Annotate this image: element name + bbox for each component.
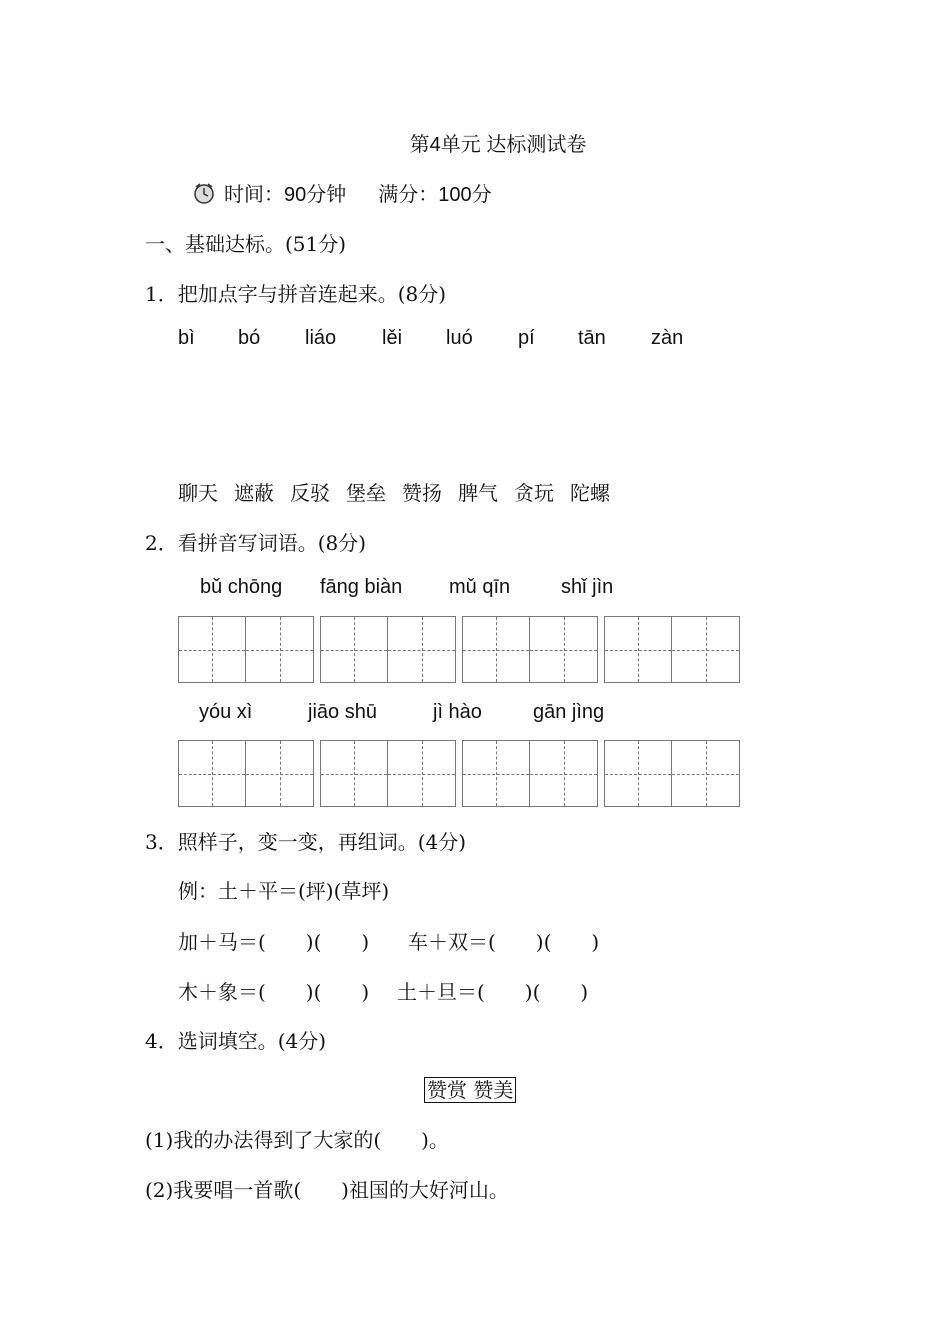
q2-prompt: 2．看拼音写词语。(8分)	[145, 531, 367, 555]
writing-box[interactable]	[178, 616, 314, 683]
q1-pinyin-6: tān	[578, 327, 606, 349]
q2-grid-row-2	[178, 740, 740, 807]
q1-prompt: 1．把加点字与拼音连起来。(8分)	[145, 282, 447, 306]
clock-icon	[192, 182, 216, 204]
q2-grid-row-1	[178, 616, 740, 683]
q1-pinyin-4: luó	[446, 327, 473, 349]
q1-pinyin-2: liáo	[305, 327, 337, 349]
q3-line-1a[interactable]: 加＋马＝( )( )	[178, 930, 370, 954]
q1-word-6: 贪玩	[514, 481, 554, 505]
q1-pinyin-0: bì	[178, 327, 195, 349]
q1-word-2: 反驳	[290, 481, 330, 505]
q2-pinyin-2: fāng biàn	[320, 576, 403, 598]
writing-box[interactable]	[320, 616, 456, 683]
section1-heading: 一、基础达标。(51分)	[145, 232, 347, 256]
q1-word-3: 堡垒	[346, 481, 386, 505]
q3-line-2a[interactable]: 木＋象＝( )( )	[178, 980, 370, 1004]
q3-example: 例：土＋平＝(坪)(草坪)	[178, 879, 390, 903]
q1-pinyin-7: zàn	[651, 327, 684, 349]
q1-pinyin-5: pí	[518, 327, 535, 349]
q2-pinyin-7: jì hào	[433, 701, 482, 723]
q4-prompt: 4．选词填空。(4分)	[145, 1029, 327, 1053]
writing-box[interactable]	[462, 616, 598, 683]
q2-pinyin-3: mǔ qīn	[449, 576, 511, 598]
q2-pinyin-1: bǔ chōng	[200, 576, 283, 598]
score-label: 满分：100分	[378, 184, 492, 206]
q4-choices: 赞赏 赞美	[424, 1077, 516, 1103]
q1-word-1: 遮蔽	[234, 481, 274, 505]
page-title: 第4单元 达标测试卷	[409, 134, 587, 156]
writing-box[interactable]	[320, 740, 456, 807]
q1-word-4: 赞扬	[402, 481, 442, 505]
q1-word-0: 聊天	[178, 481, 218, 505]
q1-word-5: 脾气	[458, 481, 498, 505]
q2-pinyin-4: shǐ jìn	[561, 576, 614, 598]
q2-pinyin-8: gān jìng	[533, 701, 605, 723]
q4-choices-wrap	[424, 1074, 516, 1103]
writing-box[interactable]	[178, 740, 314, 807]
q4-sentence-2[interactable]: (2)我要唱一首歌( )祖国的大好河山。	[145, 1178, 509, 1202]
q3-line-2b[interactable]: 土＋旦＝( )( )	[397, 980, 589, 1004]
q2-pinyin-6: jiāo shū	[308, 701, 377, 723]
q2-pinyin-5: yóu xì	[199, 701, 253, 723]
time-label: 时间：90分钟	[224, 184, 347, 206]
q3-line-1b[interactable]: 车＋双＝( )( )	[408, 930, 600, 954]
writing-box[interactable]	[604, 740, 740, 807]
writing-box[interactable]	[462, 740, 598, 807]
q1-word-7: 陀螺	[570, 481, 610, 505]
q1-pinyin-1: bó	[238, 327, 261, 349]
writing-box[interactable]	[604, 616, 740, 683]
q1-pinyin-3: lěi	[382, 327, 403, 349]
exam-meta	[192, 178, 492, 207]
q4-sentence-1[interactable]: (1)我的办法得到了大家的( )。	[145, 1128, 449, 1152]
q3-prompt: 3．照样子，变一变，再组词。(4分)	[145, 830, 467, 854]
